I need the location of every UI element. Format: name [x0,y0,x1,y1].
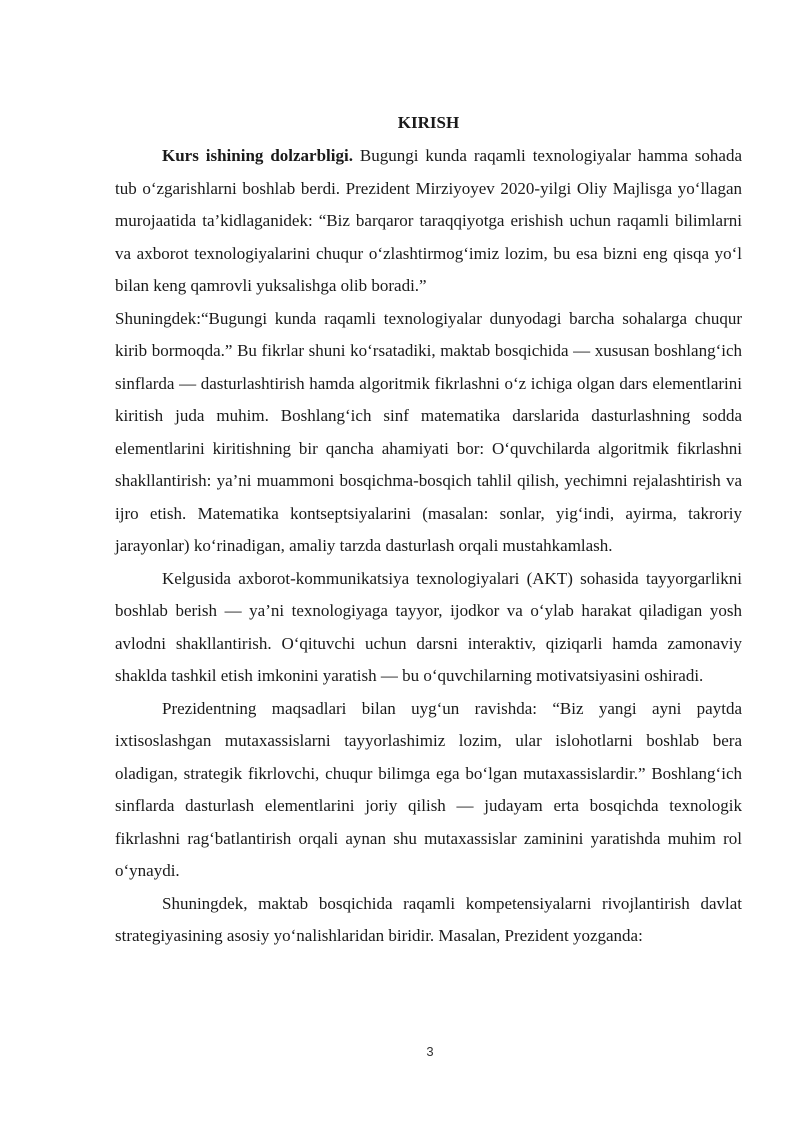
paragraph-lead: Kurs ishining dolzarbligi. [162,146,353,165]
page-number: 3 [426,1044,434,1059]
paragraph-ict-preparation: Kelgusida axborot-kommunikatsiya texnologiyalari (AKT) sohasida tayyorgarlikni boshlab berish — ya’ni texnologiyaga tayyor, ijodkor va o‘ylab harakat qiladigan yosh avlodni shakllantirish. O‘qituvchi uchun darsni interaktiv, qiziqarli hamda zamonaviy shaklda tashkil etish imkonini yaratish — bu o‘quvchilarning motivatsiyasini oshiradi. [115,568,742,685]
paragraph-digital-technologies: Shuningdek:“Bugungi kunda raqamli texnologiyalar dunyodagi barcha sohalarga chuqur kirib bormoqda.” Bu fikrlar shuni ko‘rsatadiki, maktab bosqichida — xususan boshlang‘ich sinflarda — dasturlashtirish hamda algoritmik fikrlashni o‘z ichiga olgan dars elementlarini kiritish juda muhim. Boshlang‘ich sinf matematika darslarida dasturlashning sodda elementlarini kiritishning bir qancha ahamiyati bor: O‘quvchilarda algoritmik fikrlashni shakllantirish: ya’ni muammoni bosqichma-bosqich tahlil qilish, yechimni rejalashtirish va ijro etish. Matematika kontseptsiyalarini (masalan: sonlar, yig‘indi, ayirma, takroriy jarayonlar) ko‘rinadigan, amaliy tarzda dasturlash orqali mustahkamlash. [115,308,742,555]
paragraph-relevance [115,140,742,303]
section-title: KIRISH [397,113,460,132]
paragraph-president-goals: Prezidentning maqsadlari bilan uyg‘un ravishda: “Biz yangi ayni paytda ixtisoslashgan mutaxassislarni tayyorlashimiz lozim, ular islohotlarni boshlab bera oladigan, strategik fikrlovchi, chuqur bilimga ega bo‘lgan mutaxassislardir.” Boshlang‘ich sinflarda dasturlash elementlarini joriy qilish — judayam erta bosqichda texnologik fikrlashni rag‘batlantirish orqali aynan shu mutaxassislar zaminini yaratishda muhim rol o‘ynaydi. [115,698,742,880]
document-page [115,108,742,953]
paragraph-text: Bugungi kunda raqamli texnologiyalar hamma sohada tub o‘zgarishlarni boshlab berdi. Prezident Mirziyoyev 2020-yilgi Oliy Majlisga yo‘llagan murojaatida ta’kidlaganidek: “Biz barqaror taraqqiyotga erishish uchun raqamli bilimlarni va axborot texnologiyalarini chuqur o‘zlashtirmog‘imiz lozim, bu esa bizni eng qisqa yo‘l bilan keng qamrovli yuksalishga olib boradi.” [115,146,742,295]
paragraph-digital-competencies: Shuningdek, maktab bosqichida raqamli kompetensiyalarni rivojlantirish davlat strategiyasining asosiy yo‘nalishlaridan biridir. Masalan, Prezident yozganda: [115,893,742,945]
